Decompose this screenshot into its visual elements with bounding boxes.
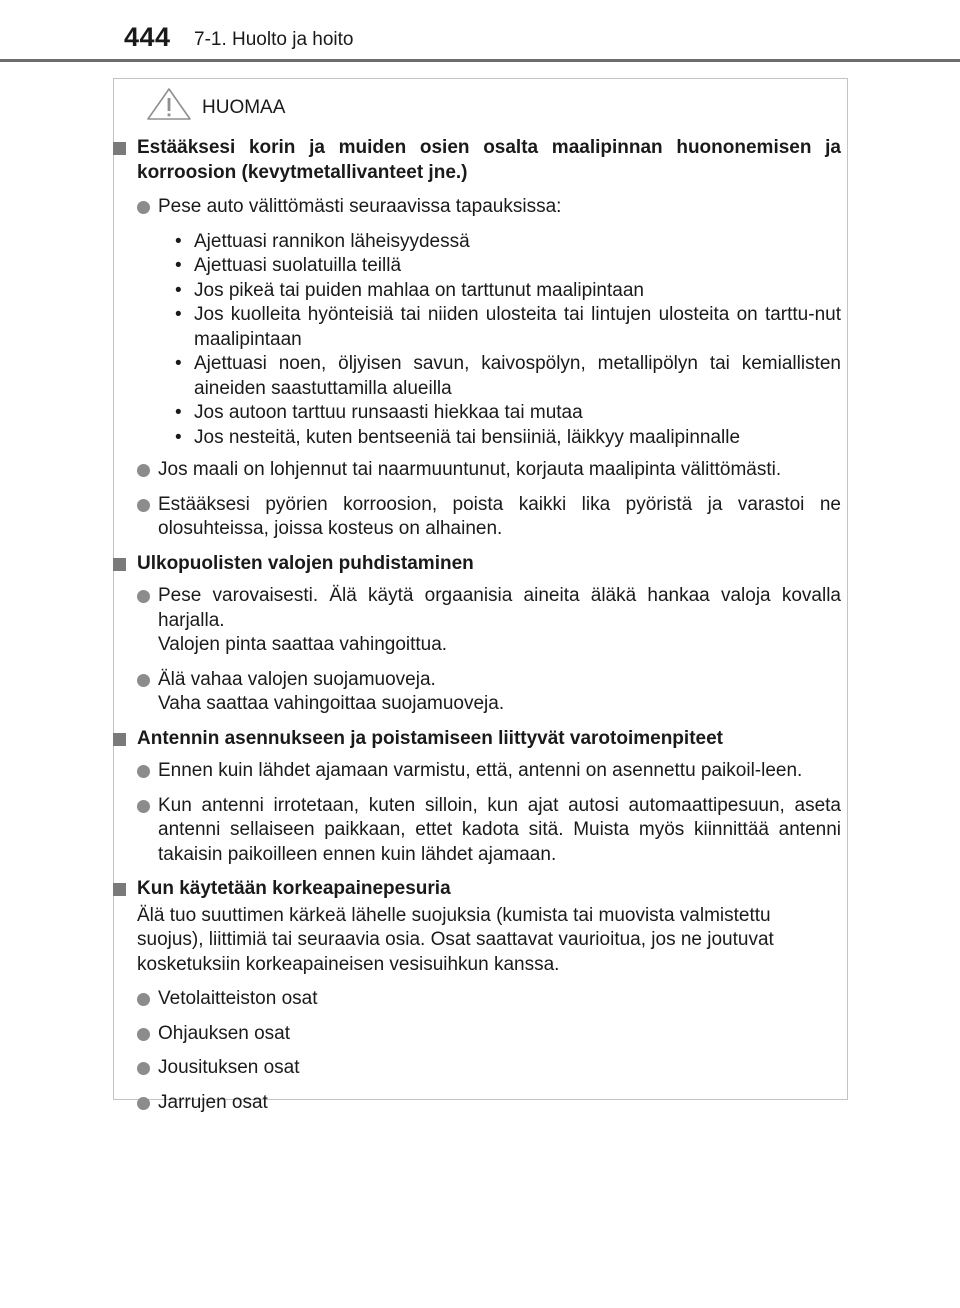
item-text: Älä vahaa valojen suojamuoveja. — [158, 668, 436, 690]
list-item — [137, 759, 841, 784]
bullet-dot-icon — [137, 590, 150, 603]
item-text: Kun antenni irrotetaan, kuten silloin, kun ajat autosi automaattipesuun, aseta antenni sellaiseen paikkaan, ettet kadota sitä. Muista myös kiinnittää antenni takaisin paikoilleen ennen kuin lähdet ajamaan. — [158, 794, 841, 865]
list-item — [137, 668, 841, 717]
sub-bullet: • Jos autoon tarttuu runsaasti hiekkaa tai mutaa — [172, 401, 841, 426]
list-item — [137, 1022, 841, 1047]
item-text: Jos maali on lohjennut tai naarmuuntunut, korjauta maalipinta välittömästi. — [158, 459, 782, 480]
notice-title: HUOMAA — [202, 97, 286, 118]
page-header — [0, 0, 960, 62]
section-square-icon — [113, 142, 126, 155]
section-paint-protection — [113, 136, 841, 542]
bullet-dot-icon — [137, 674, 150, 687]
section-square-icon — [113, 558, 126, 571]
bullet-dot-icon — [137, 1097, 150, 1110]
section-title: Antennin asennukseen ja poistamiseen liittyvät varotoimenpiteet — [137, 727, 723, 749]
sub-bullet: • Jos pikeä tai puiden mahlaa on tarttunut maalipintaan — [172, 279, 841, 304]
sub-bullet-list — [158, 230, 841, 451]
bullet-dot-icon — [137, 201, 150, 214]
item-text: Vetolaitteiston osat — [158, 988, 318, 1009]
section-antenna — [113, 727, 841, 868]
bullet-dot-icon — [137, 464, 150, 477]
section-title: Estääksesi korin ja muiden osien osalta maalipinnan huononemisen ja korroosion (kevytmetallivanteet jne.) — [137, 137, 841, 183]
bullet-dot-icon — [137, 765, 150, 778]
bullet-dot-icon — [137, 993, 150, 1006]
section-pressure-washer — [113, 877, 841, 1115]
list-item — [137, 987, 841, 1012]
item-text: Ennen kuin lähdet ajamaan varmistu, että, antenni on asennettu paikoil-leen. — [158, 760, 803, 781]
header-divider — [0, 59, 960, 62]
list-item — [137, 195, 841, 450]
section-title: Kun käytetään korkeapainepesuria — [137, 878, 451, 899]
list-item — [137, 584, 841, 658]
section-exterior-lights — [113, 552, 841, 717]
sub-bullet: • Ajettuasi rannikon läheisyydessä — [172, 230, 841, 255]
section-title: 7-1. Huolto ja hoito — [194, 29, 354, 50]
bullet-dot-icon — [137, 1062, 150, 1075]
sub-bullet: • Jos kuolleita hyönteisiä tai niiden ulosteita tai lintujen ulosteita on tarttu-nut maalipintaan — [172, 303, 841, 352]
list-item — [137, 1091, 841, 1116]
list-item — [137, 1056, 841, 1081]
section-square-icon — [113, 883, 126, 896]
item-note: Valojen pinta saattaa vahingoittua. — [158, 634, 448, 655]
sub-bullet: • Ajettuasi noen, öljyisen savun, kaivospölyn, metallipölyn tai kemiallisten aineiden saastuttamilla alueilla — [172, 352, 841, 401]
section-square-icon — [113, 733, 126, 746]
item-text: Estääksesi pyörien korroosion, poista kaikki lika pyöristä ja varastoi ne olosuhteissa, joissa kosteus on alhainen. — [158, 493, 841, 539]
section-intro: Älä tuo suuttimen kärkeä lähelle suojuksia (kumista tai muovista valmistettu suojus), liittimiä tai seuraavia osia. Osat saattavat vaurioitua, jos ne joutuvat kosketuksiin korkeapaineisen vesisuihkun kanssa. — [137, 904, 774, 975]
list-item — [137, 493, 841, 542]
page-number: 444 — [124, 22, 171, 52]
bullet-dot-icon — [137, 800, 150, 813]
sub-bullet: • Ajettuasi suolatuilla teillä — [172, 254, 841, 279]
section-title: Ulkopuolisten valojen puhdistaminen — [137, 552, 474, 574]
item-note: Vaha saattaa vahingoittaa suojamuoveja. — [158, 693, 505, 714]
sub-bullet: • Jos nesteitä, kuten bentseeniä tai bensiiniä, läikkyy maalipinnalle — [172, 426, 841, 451]
warning-triangle-icon — [146, 87, 192, 121]
notice-content — [113, 136, 841, 1125]
bullet-dot-icon — [137, 1028, 150, 1041]
list-item — [137, 458, 841, 483]
item-text: Jarrujen osat — [158, 1091, 268, 1113]
item-text: Pese varovaisesti. Älä käytä orgaanisia aineita äläkä hankaa valoja kovalla harjalla. — [158, 585, 841, 631]
item-text: Jousituksen osat — [158, 1057, 300, 1078]
bullet-dot-icon — [137, 499, 150, 512]
item-text: Pese auto välittömästi seuraavissa tapauksissa: — [158, 196, 562, 217]
item-text: Ohjauksen osat — [158, 1022, 291, 1044]
list-item — [137, 794, 841, 868]
